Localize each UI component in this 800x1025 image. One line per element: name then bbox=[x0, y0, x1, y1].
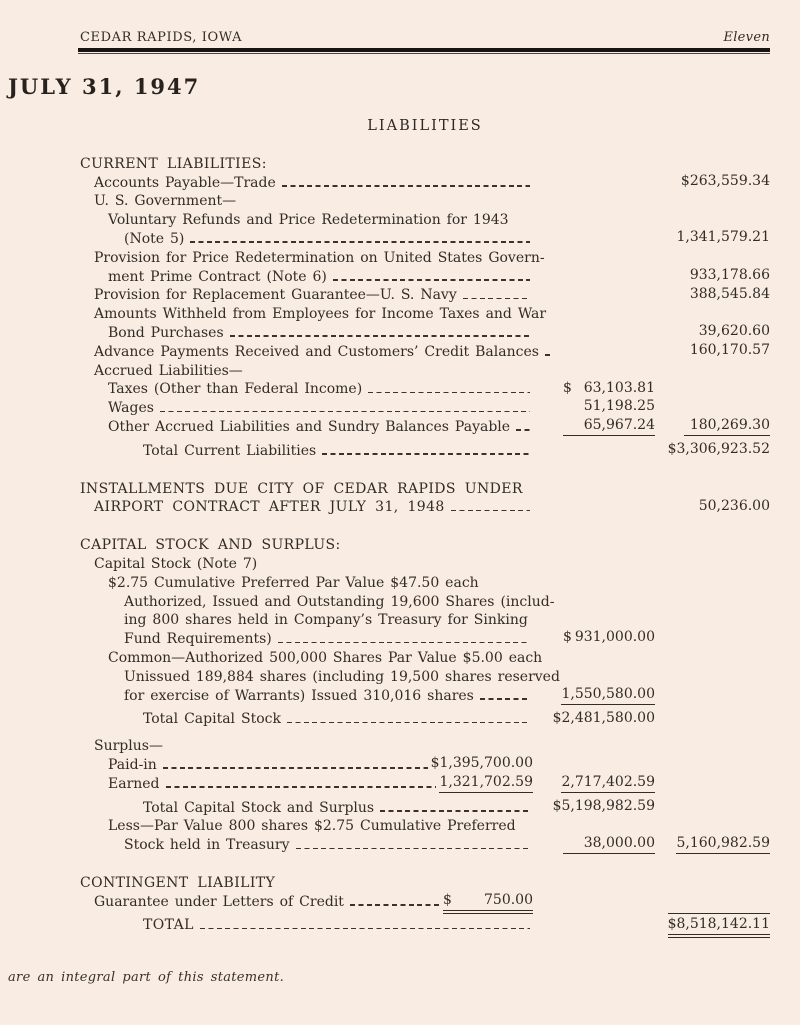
statement-row bbox=[80, 534, 770, 553]
row-label: CONTINGENT LIABILITY bbox=[80, 874, 276, 891]
row-label-area bbox=[80, 193, 533, 209]
row-label: CURRENT LIABILITIES: bbox=[80, 155, 267, 172]
row-label: for exercise of Warrants) Issued 310,016 shares bbox=[124, 687, 474, 704]
statement-row bbox=[80, 497, 770, 516]
statement-row bbox=[80, 891, 770, 910]
dotted-leader bbox=[296, 848, 530, 850]
outer-amount-column bbox=[655, 322, 770, 341]
statement-row bbox=[80, 397, 770, 416]
statement-row bbox=[80, 666, 770, 685]
statement-row bbox=[80, 379, 770, 398]
dotted-leader bbox=[380, 810, 530, 812]
row-label: ment Prime Contract (Note 6) bbox=[108, 268, 327, 285]
row-label: Total Capital Stock bbox=[143, 711, 281, 728]
dotted-leader bbox=[166, 786, 437, 788]
row-label: Amounts Withheld from Employees for Income Taxes and War bbox=[94, 306, 547, 323]
row-label-area bbox=[80, 837, 533, 853]
liabilities-statement bbox=[80, 153, 770, 933]
row-label: Common—Authorized 500,000 Shares Par Value $5.00 each bbox=[108, 649, 543, 666]
footnote: are an integral part of this statement. bbox=[8, 970, 285, 985]
row-label-area bbox=[80, 537, 533, 553]
amount-inline: 1,321,702.59 bbox=[439, 773, 533, 793]
statement-row bbox=[80, 628, 770, 647]
row-label: CAPITAL STOCK AND SURPLUS: bbox=[80, 537, 341, 554]
dotted-leader bbox=[287, 722, 530, 724]
outer-amount-column bbox=[655, 416, 770, 435]
row-label-area bbox=[80, 631, 533, 647]
outer-amount-column bbox=[655, 834, 770, 853]
amount-inner: $5,198,982.59 bbox=[552, 797, 655, 814]
row-label-area bbox=[80, 649, 543, 666]
row-label-area bbox=[80, 612, 533, 628]
inner-amount-column bbox=[533, 797, 655, 816]
row-label: U. S. Government— bbox=[94, 193, 237, 210]
inner-amount-column bbox=[533, 397, 655, 416]
outer-amount-column bbox=[655, 228, 770, 247]
row-label-area bbox=[80, 773, 533, 792]
date-title: JULY 31, 1947 bbox=[8, 74, 201, 99]
statement-row bbox=[80, 285, 770, 304]
row-label: Accrued Liabilities— bbox=[94, 362, 243, 379]
statement-row bbox=[80, 247, 770, 266]
row-label-area bbox=[80, 668, 560, 685]
row-label: Stock held in Treasury bbox=[124, 837, 290, 854]
amount-inner bbox=[563, 379, 655, 398]
amount-value: 263,559.34 bbox=[689, 172, 770, 189]
dotted-leader bbox=[200, 928, 530, 930]
page-heading: LIABILITIES bbox=[367, 118, 483, 134]
row-label: Capital Stock (Note 7) bbox=[94, 555, 258, 572]
page-number: Eleven bbox=[723, 30, 770, 45]
dotted-leader bbox=[545, 354, 553, 356]
statement-row bbox=[80, 553, 770, 572]
statement-row bbox=[80, 172, 770, 191]
row-label-area bbox=[80, 443, 533, 459]
statement-row bbox=[80, 228, 770, 247]
amount-outer: 5,160,982.59 bbox=[676, 834, 770, 854]
statement-row bbox=[80, 341, 770, 360]
row-label-area bbox=[80, 593, 555, 610]
amount-outer: 933,178.66 bbox=[689, 266, 770, 283]
row-label-area bbox=[80, 381, 533, 397]
amount-inner: $2,481,580.00 bbox=[552, 709, 655, 726]
amount-inner bbox=[563, 628, 655, 647]
dollar-sign: $ bbox=[680, 172, 690, 189]
dotted-leader bbox=[463, 298, 530, 300]
dotted-leader bbox=[516, 429, 530, 431]
rule-thin bbox=[78, 53, 770, 54]
row-label: (Note 5) bbox=[124, 230, 185, 247]
statement-row bbox=[80, 816, 770, 835]
amount-outer: 50,236.00 bbox=[698, 497, 770, 514]
dotted-leader bbox=[480, 698, 530, 700]
row-label-area bbox=[80, 891, 533, 910]
row-label-area bbox=[80, 917, 533, 933]
dotted-leader bbox=[322, 453, 530, 455]
amount-outer: $8,518,142.11 bbox=[668, 915, 770, 935]
statement-row bbox=[80, 303, 770, 322]
outer-amount-column bbox=[655, 172, 770, 191]
row-label: Provision for Replacement Guarantee—U. S. Navy bbox=[94, 287, 457, 304]
inner-amount-column bbox=[533, 628, 655, 647]
running-head bbox=[80, 30, 770, 45]
statement-row bbox=[80, 322, 770, 341]
row-label: Guarantee under Letters of Credit bbox=[94, 893, 344, 910]
row-label-area bbox=[80, 499, 533, 515]
row-label: Bond Purchases bbox=[108, 324, 224, 341]
running-head-left: CEDAR RAPIDS, IOWA bbox=[80, 30, 243, 45]
dotted-leader bbox=[451, 510, 530, 512]
row-label-area bbox=[80, 325, 533, 341]
row-label: Voluntary Refunds and Price Redetermination for 1943 bbox=[108, 212, 509, 229]
statement-row bbox=[80, 478, 770, 497]
inner-amount-column bbox=[533, 685, 655, 704]
statement-row bbox=[80, 754, 770, 773]
outer-amount-column bbox=[655, 341, 770, 360]
amount-value: 931,000.00 bbox=[574, 629, 655, 646]
rule-thick bbox=[78, 48, 770, 52]
dotted-leader bbox=[230, 335, 530, 337]
amount-outer bbox=[681, 172, 770, 191]
double-rule bbox=[78, 48, 770, 55]
amount-outer: 39,620.60 bbox=[698, 323, 770, 340]
row-label: Total Current Liabilities bbox=[143, 442, 317, 459]
row-label: Surplus— bbox=[94, 738, 163, 755]
amount-inline: $1,395,700.00 bbox=[430, 755, 533, 772]
row-label: Authorized, Issued and Outstanding 19,600 Shares (includ- bbox=[124, 593, 555, 610]
row-label: Paid-in bbox=[108, 756, 157, 773]
amount-inner: 38,000.00 bbox=[563, 834, 655, 854]
amount-outer: $3,306,923.52 bbox=[667, 440, 770, 457]
row-label-area bbox=[80, 156, 533, 172]
statement-row bbox=[80, 572, 770, 591]
inner-amount-column bbox=[533, 416, 655, 435]
statement-row bbox=[80, 685, 770, 704]
row-label: Unissued 189,884 shares (including 19,500 shares reserved bbox=[124, 668, 560, 685]
amount-inner: 1,550,580.00 bbox=[561, 685, 655, 705]
row-label: Less—Par Value 800 shares $2.75 Cumulative Preferred bbox=[108, 818, 516, 835]
row-label: Provision for Price Redetermination on United States Govern- bbox=[94, 249, 545, 266]
dotted-leader bbox=[278, 642, 530, 644]
row-label-area bbox=[80, 481, 533, 497]
row-label-area bbox=[80, 249, 545, 266]
row-label-area bbox=[80, 738, 533, 754]
row-label: Advance Payments Received and Customers’ Credit Balances bbox=[94, 343, 539, 360]
amount-outer: 1,341,579.21 bbox=[676, 229, 770, 246]
row-label-area bbox=[80, 419, 533, 435]
row-label-area bbox=[80, 688, 533, 704]
row-label-area bbox=[80, 556, 533, 572]
row-label-area bbox=[80, 343, 539, 360]
row-label-area bbox=[80, 400, 533, 416]
statement-row bbox=[80, 797, 770, 816]
row-label-area bbox=[80, 363, 533, 379]
statement-row bbox=[80, 735, 770, 754]
statement-row bbox=[80, 610, 770, 629]
statement-row bbox=[80, 416, 770, 435]
statement-row bbox=[80, 834, 770, 853]
row-label: ing 800 shares held in Company’s Treasury for Sinking bbox=[124, 612, 528, 629]
statement-row bbox=[80, 266, 770, 285]
row-label-area bbox=[80, 575, 533, 591]
statement-row bbox=[80, 591, 770, 610]
amount-value: 750.00 bbox=[484, 892, 533, 909]
statement-row bbox=[80, 915, 770, 934]
row-label-area bbox=[80, 711, 533, 727]
statement-row bbox=[80, 872, 770, 891]
dotted-leader bbox=[190, 241, 530, 243]
statement-row bbox=[80, 153, 770, 172]
row-label-area bbox=[80, 754, 533, 773]
outer-amount-column bbox=[655, 440, 770, 459]
statement-row bbox=[80, 773, 770, 792]
row-label: Fund Requirements) bbox=[124, 631, 272, 648]
statement-row bbox=[80, 709, 770, 728]
row-label: Taxes (Other than Federal Income) bbox=[108, 381, 363, 398]
statement-row bbox=[80, 360, 770, 379]
statement-row bbox=[80, 209, 770, 228]
row-label: INSTALLMENTS DUE CITY OF CEDAR RAPIDS UNDER bbox=[80, 480, 523, 497]
amount-outer: 160,170.57 bbox=[689, 341, 770, 358]
row-label: Wages bbox=[108, 400, 154, 417]
amount-inner: 51,198.25 bbox=[583, 398, 655, 415]
dotted-leader bbox=[163, 767, 428, 769]
statement-row bbox=[80, 440, 770, 459]
outer-amount-column bbox=[655, 915, 770, 934]
row-label-area bbox=[80, 800, 533, 816]
dotted-leader bbox=[350, 904, 440, 906]
row-label-area bbox=[80, 269, 533, 285]
inner-amount-column bbox=[533, 709, 655, 728]
outer-amount-column bbox=[655, 285, 770, 304]
amount-outer: 388,545.84 bbox=[689, 285, 770, 302]
row-label-area bbox=[80, 875, 533, 891]
dollar-sign: $ bbox=[563, 629, 572, 646]
row-label: Earned bbox=[108, 775, 160, 792]
amount-inner: 2,717,402.59 bbox=[561, 773, 655, 793]
amount-outer: 180,269.30 bbox=[684, 416, 770, 436]
statement-row bbox=[80, 647, 770, 666]
row-label: Other Accrued Liabilities and Sundry Balances Payable bbox=[108, 418, 511, 435]
row-label-area bbox=[80, 175, 533, 191]
row-label: TOTAL bbox=[143, 917, 194, 934]
outer-amount-column bbox=[655, 266, 770, 285]
dollar-sign: $ bbox=[443, 892, 452, 909]
outer-amount-column bbox=[655, 497, 770, 516]
row-label: Total Capital Stock and Surplus bbox=[143, 799, 375, 816]
row-label-area bbox=[80, 231, 533, 247]
dotted-leader bbox=[160, 411, 530, 413]
dotted-leader bbox=[368, 392, 530, 394]
statement-row bbox=[80, 191, 770, 210]
inner-amount-column bbox=[533, 834, 655, 853]
row-label-area bbox=[80, 212, 533, 228]
row-label-area bbox=[80, 306, 547, 323]
row-label: AIRPORT CONTRACT AFTER JULY 31, 1948 bbox=[94, 499, 445, 516]
row-label: $2.75 Cumulative Preferred Par Value $47.50 each bbox=[108, 574, 479, 591]
amount-inner: 65,967.24 bbox=[563, 416, 655, 436]
dotted-leader bbox=[282, 185, 530, 187]
row-label: Accounts Payable—Trade bbox=[94, 174, 276, 191]
amount-value: 63,103.81 bbox=[583, 379, 655, 396]
amount-inline bbox=[443, 891, 533, 911]
dotted-leader bbox=[333, 279, 530, 281]
row-label-area bbox=[80, 818, 533, 834]
inner-amount-column bbox=[533, 773, 655, 792]
dollar-sign: $ bbox=[563, 379, 572, 396]
row-label-area bbox=[80, 287, 533, 303]
inner-amount-column bbox=[533, 379, 655, 398]
